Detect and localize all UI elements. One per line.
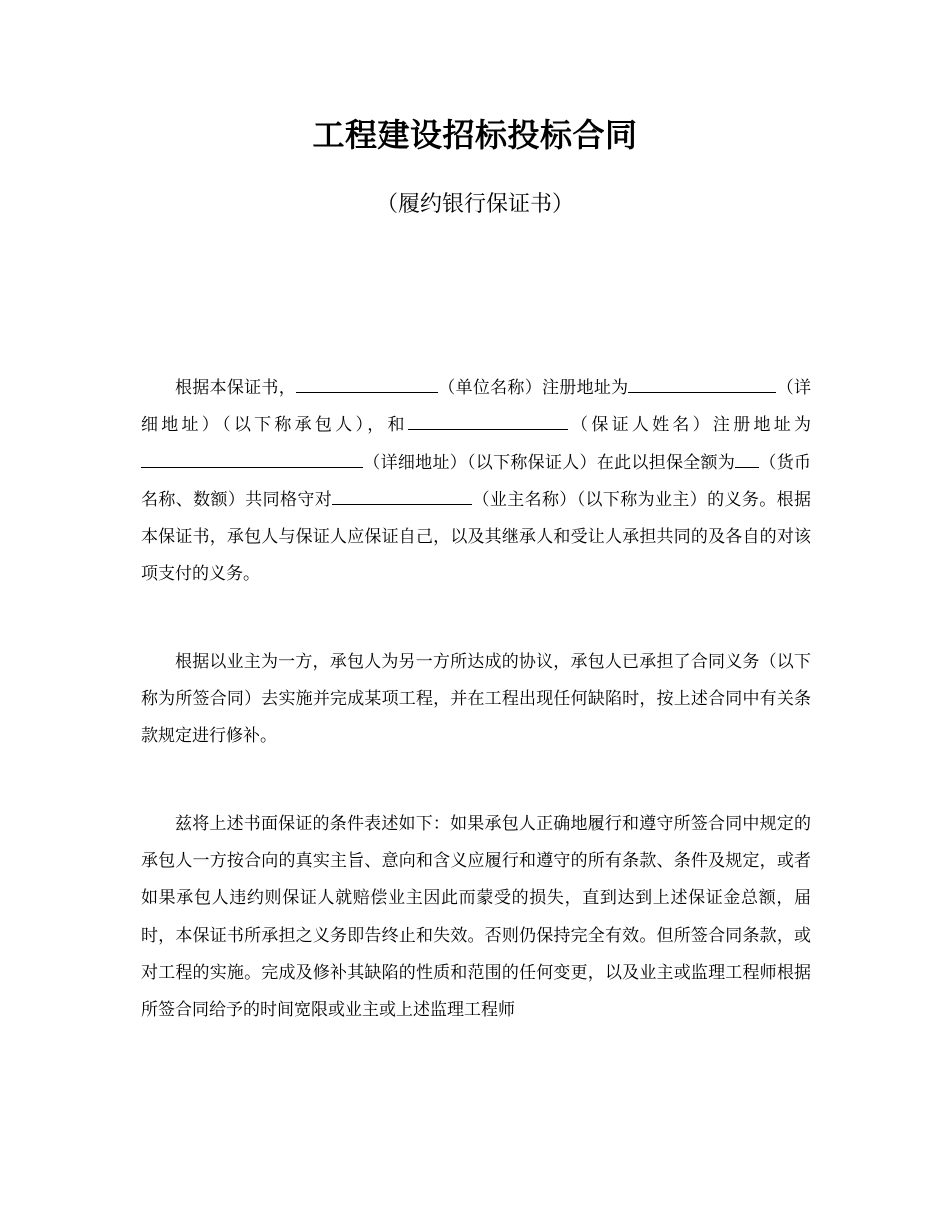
document-title: 工程建设招标投标合同	[312, 116, 638, 154]
paragraph-guarantee-conditions: 兹将上述书面保证的条件表述如下：如果承包人正确地履行和遵守所签合同中规定的承包人一方按合向的真实主旨、意向和含义应履行和遵守的所有条款、条件及规定，或者如果承包人违约则保证人就赔偿业主因此而蒙受的损失，直到达到上述保证金总额，届时，本保证书所承担之义务即告终止和失效。否则仍保持完全有效。但所签合同条款，或对工程的实施。完成及修补其缺陷的性质和范围的任何变更，以及业主或监理工程师根据所签合同给予的时间宽限或业主或上述监理工程师	[141, 813, 811, 1021]
paragraph-text: （详细地址）（以下称保证人）在此以担保全额为	[363, 452, 736, 473]
paragraph-text: （保证人姓名）注册地址为	[567, 415, 812, 436]
paragraph-contract-obligation: 根据以业主为一方，承包人为另一方所达成的协议，承包人已承担了合同义务（以下称为所签合同）去实施并完成某项工程，并在工程出现任何缺陷时，按上述合同中有关条款规定进行修补。	[141, 651, 811, 747]
paragraph-text: （业主名称）（以下称为业主）的义务。根据本保证书，承包人与保证人应保证自己，以及其继承人和受让人承担共同的及各自的对该项支付的义务。	[141, 489, 812, 585]
paragraph-text: 根据本保证书，	[175, 378, 296, 398]
blank-employer-name	[332, 486, 472, 505]
document-subtitle: （履约银行保证书）	[375, 192, 574, 217]
paragraph-text: （详细地址）（以下称承包人），和	[141, 378, 812, 436]
paragraph-text: （货币名称、数额）共同格守对	[141, 452, 812, 510]
blank-guarantee-amount	[735, 449, 759, 468]
paragraph-guarantee-parties	[141, 370, 811, 594]
paragraph-text: （单位名称）注册地址为	[438, 378, 629, 398]
blank-guarantor-address	[141, 449, 363, 468]
blank-contractor-address	[628, 374, 776, 393]
blank-unit-name	[296, 374, 438, 393]
document-body	[141, 370, 811, 1079]
blank-guarantor-name	[408, 411, 568, 430]
